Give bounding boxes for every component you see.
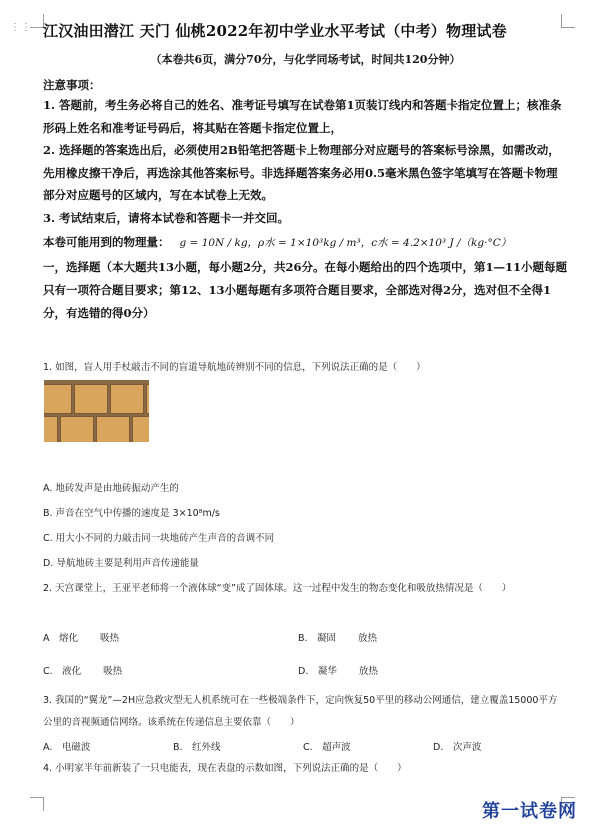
constants-formula: g = 10N / kg，ρ水 = 1×10³kg / m³，c水 = 4.2×10³ J /（kg·°C） [179,237,512,249]
option-d-state: D. 凝华 [298,666,337,677]
question-2-option-a [43,630,119,644]
option-b-state: B. 凝固 [298,633,337,644]
question-1-option-d: D. 导航地砖主要是利用声音传递能量 [43,558,199,569]
question-3-option-d: D. 次声波 [433,742,482,753]
option-a-state: A 熔化 [43,633,78,644]
exam-page [43,20,568,325]
question-3-option-b: B. 红外线 [173,742,221,753]
question-2-option-d [298,663,378,677]
question-1-stem: 1. 如图，盲人用手杖敲击不同的盲道导航地砖辨别不同的信息，下列说法正确的是（ ） [43,362,426,373]
constants-label: 本卷可能用到的物理量： [43,235,170,249]
question-1-option-c: C. 用大小不同的力敲击同一块地砖产生声音的音调不同 [43,533,275,544]
notice-item-1: 1. 答题前，考生务必将自己的姓名、准考证号填写在试卷第1页装订线内和答题卡指定位置上；核准条形码上姓名和准考证号码后，将其贴在答题卡指定位置上， [43,98,562,135]
question-3-stem: 3. 我国的“翼龙”—2H应急救灾型无人机系统可在一些极端条件下，定向恢复50平里的移动公网通信，建立覆盖15000平方公里的音视频通信网络。该系统在传递信息主要依靠（ ） [43,695,558,728]
question-1-option-b: B. 声音在空气中传播的速度是 3×10⁸m/s [43,508,220,519]
notice-item-3: 3. 考试结束后，请将本试卷和答题卡一并交回。 [43,210,290,225]
watermark-logo: 第一试卷网 [482,801,577,822]
corner-mark-bottom-left [30,797,44,811]
question-2-option-c [43,663,122,677]
option-a-heat: 吸热 [100,633,120,644]
corner-mark-top-left [30,14,44,28]
tactile-paving-photo [44,380,149,442]
question-2-stem: 2. 天宫课堂上，王亚平老师将一个液体球“变”成了固体球。这一过程中发生的物态变化和吸放热情况是（ ） [43,583,512,594]
exam-subtitle: （本卷共6页，满分70分，与化学同场考试，时间共120分钟） [150,53,461,66]
exam-title: 江汉油田潜江 天门 仙桃2022年初中学业水平考试（中考）物理试卷 [43,22,507,40]
physical-constants [43,231,568,254]
section-1-heading: 一，选择题（本大题共13小题，每小题2分，共26分。在每小题给出的四个选项中，第1—11小题每题只有一项符合题目要求；第12、13小题每题有多项符合题目要求，全部选对得2分，选对但不全得1分，有选错的得0分） [43,260,568,320]
question-3-option-a: A. 电磁波 [43,742,91,753]
option-c-state: C. 液化 [43,666,82,677]
question-2-option-b [298,630,377,644]
option-c-heat: 吸热 [103,666,123,677]
option-b-heat: 放热 [358,633,378,644]
option-d-heat: 放热 [358,666,378,677]
question-3-option-c: C. 超声波 [303,742,351,753]
drag-handle-icon[interactable]: ⋮⋮ [10,22,32,33]
question-4-stem: 4. 小明家半年前新装了一只电能表，现在表盘的示数如图，下列说法正确的是（ ） [43,763,407,774]
notice-heading: 注意事项： [43,78,101,92]
notice-item-2: 2. 选择题的答案选出后，必须使用2B铅笔把答题卡上物理部分对应题号的答案标号涂黑，如需改动，先用橡皮擦干净后，再选涂其他答案标号。非选择题答案务必用0.5毫米黑色签字笔填写在答题卡物理部分对应题号的区域内，写在本试卷上无效。 [43,143,560,202]
question-1-option-a: A. 地砖发声是由地砖振动产生的 [43,483,179,494]
